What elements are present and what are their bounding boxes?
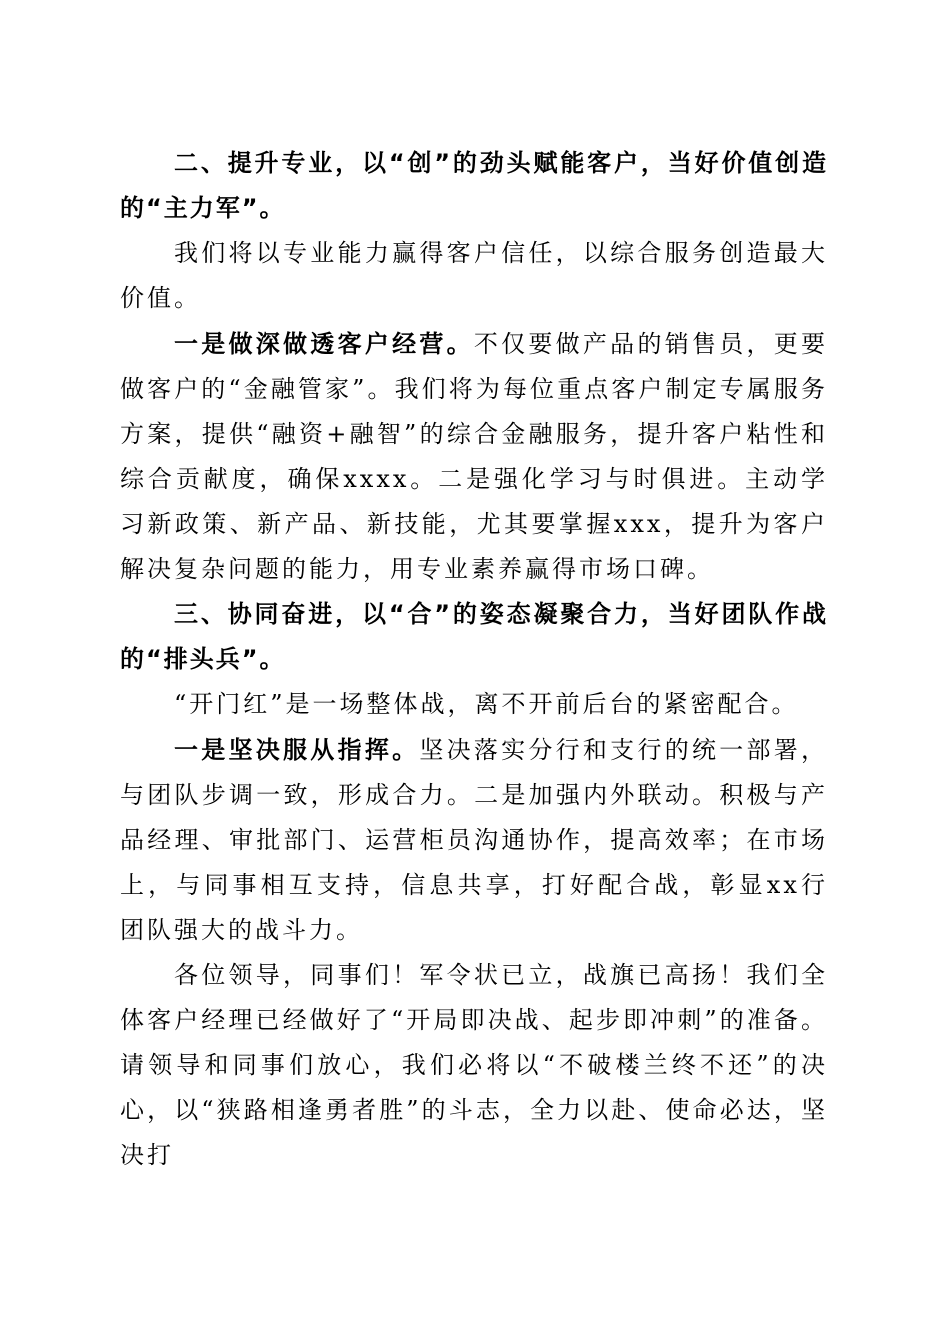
section-body-2 — [120, 321, 828, 592]
body-rest-2: 不仅要做产品的销售员，更要做客户的“金融管家”。我们将为每位重点客户制定专属服务方案，提供“融资+融智”的综合金融服务，提升客户粘性和综合贡献度，确保xxxx。二是强化学习与时俱进。主动学习新政策、新产品、新技能，尤其要掌握xxx，提升为客户解决复杂问题的能力，用专业素养赢得市场口碑。 — [120, 330, 829, 583]
section-body-3 — [120, 727, 828, 953]
body-rest-3: 坚决落实分行和支行的统一部署，与团队步调一致，形成合力。二是加强内外联动。积极与产品经理、审批部门、运营柜员沟通协作，提高效率；在市场上，与同事相互支持，信息共享，打好配合战，彰显xx行团队强大的战斗力。 — [120, 736, 829, 944]
body-lead-2: 一是做深做透客户经营。 — [174, 329, 474, 358]
section-intro-2: 我们将以专业能力赢得客户信任，以综合服务创造最大价值。 — [120, 239, 828, 312]
document-page — [120, 141, 828, 1178]
section-heading-3: 三、协同奋进，以“合”的姿态凝聚合力，当好团队作战的“排头兵”。 — [120, 600, 828, 673]
section-heading-2: 二、提升专业，以“创”的劲头赋能客户，当好价值创造的“主力军”。 — [120, 149, 828, 222]
section-intro-3: “开门红”是一场整体战，离不开前后台的紧密配合。 — [174, 690, 799, 718]
body-lead-3: 一是坚决服从指挥。 — [174, 735, 420, 764]
closing-paragraph: 各位领导，同事们！军令状已立，战旗已高扬！我们全体客户经理已经做好了“开局即决战、起步即冲刺”的准备。请领导和同事们放心，我们必将以“不破楼兰终不还”的决心，以“狭路相逢勇者胜”的斗志，全力以赴、使命必达，坚决打 — [120, 961, 828, 1169]
